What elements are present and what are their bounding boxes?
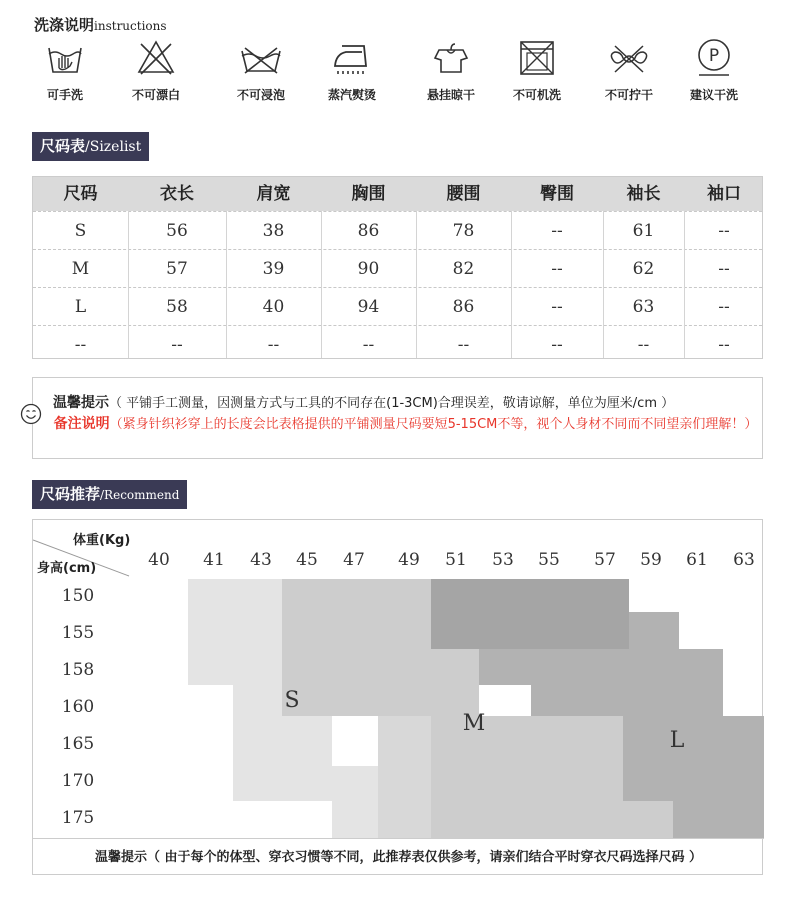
care-label: 可手洗 (46, 88, 83, 102)
size-table-cell: 86 (452, 297, 475, 317)
size-table-cell: 63 (632, 297, 655, 317)
weight-tick: 40 (148, 550, 170, 570)
size-table-header-cell: 肩宽 (256, 184, 291, 204)
size-table-cell: 61 (632, 221, 655, 241)
size-table-divider (226, 211, 227, 358)
size-table-cell: 56 (166, 221, 188, 241)
care-item-hand-wash (20, 38, 110, 103)
size-region-label: S (284, 688, 300, 713)
size-table-cell: -- (267, 335, 280, 355)
size-region-cell (531, 685, 723, 716)
size-table-cell: 62 (632, 259, 655, 279)
no-wring-icon (607, 38, 651, 78)
care-label: 不可漂白 (131, 88, 180, 102)
care-label: 蒸汽熨烫 (327, 88, 376, 102)
size-region-cell (381, 685, 431, 716)
care-title-en: instructions (94, 19, 167, 33)
size-region-cell (282, 579, 431, 612)
care-label: 不可浸泡 (236, 88, 285, 102)
size-region-cell (188, 579, 282, 685)
size-region-cell (623, 801, 673, 838)
remark-title: 备注说明 (53, 416, 110, 432)
no-machine-wash-icon (517, 38, 557, 78)
size-region-cell (282, 612, 332, 685)
no-bleach-icon (136, 38, 176, 78)
size-table-cell: -- (718, 259, 730, 279)
no-soak-icon (239, 38, 283, 78)
size-table-cell: -- (718, 221, 730, 241)
notice-title: 温馨提示 (53, 395, 109, 411)
size-region-cell (673, 801, 764, 838)
size-table-cell: -- (718, 297, 730, 317)
weight-tick: 55 (538, 550, 560, 570)
size-table-cell: 82 (452, 259, 475, 279)
care-title (34, 14, 167, 35)
size-table-divider (416, 211, 417, 358)
size-table-row (33, 325, 762, 363)
care-label: 悬挂晾干 (426, 88, 475, 102)
size-table-divider (128, 211, 129, 358)
care-item-no-machine-wash (492, 38, 582, 103)
size-table-divider (603, 211, 604, 358)
size-table-row (33, 249, 762, 287)
care-item-hang-dry (406, 38, 496, 103)
size-region-cell (431, 579, 629, 649)
size-region-cell (431, 649, 479, 716)
size-table-cell: -- (457, 335, 470, 355)
size-table-cell: -- (551, 221, 563, 241)
size-region-label: L (669, 728, 685, 753)
weight-tick: 43 (250, 550, 272, 570)
size-region-cell (479, 649, 723, 685)
care-item-no-soak (216, 38, 306, 103)
height-tick: 150 (61, 586, 95, 606)
size-table-cell: 58 (166, 297, 188, 317)
size-region-cell (378, 716, 431, 838)
hand-wash-icon (45, 38, 85, 78)
size-table-cell: 38 (262, 221, 285, 241)
size-table-cell: -- (551, 297, 563, 317)
size-table-divider (511, 211, 512, 358)
size-table-cell: -- (718, 335, 730, 355)
notice-line-2 (53, 415, 758, 434)
size-table-header (33, 177, 762, 211)
size-section-title: 尺码表 (40, 137, 86, 155)
size-region-cell (332, 766, 378, 838)
recommend-section-tag (32, 480, 187, 509)
size-table-cell: 90 (357, 259, 380, 279)
care-label: 不可机洗 (512, 88, 561, 102)
care-item-dry-clean (669, 38, 759, 103)
weight-tick: 41 (203, 550, 225, 570)
steam-iron-icon (330, 38, 374, 78)
notice-box (32, 377, 763, 459)
size-table-divider (321, 211, 322, 358)
size-table-cell: -- (362, 335, 375, 355)
care-label: 建议干洗 (689, 88, 738, 102)
weight-tick: 47 (343, 550, 365, 570)
recommend-footer: 温馨提示（ 由于每个的体型、穿衣习惯等不同，此推荐表仅供参考，请亲们结合平时穿衣尺码选择尺码 ） (33, 838, 764, 875)
size-table-cell: 39 (262, 259, 285, 279)
care-item-no-wring (584, 38, 674, 103)
size-table-cell: 40 (262, 297, 285, 317)
size-table-header-cell: 袖口 (707, 184, 741, 204)
size-table-header-cell: 衣长 (160, 184, 194, 204)
size-table-cell: -- (637, 335, 650, 355)
size-table-header-cell: 尺码 (63, 184, 98, 204)
dry-clean-p-icon (694, 38, 734, 78)
recommend-section-title-en: /Recommend (100, 488, 180, 502)
remark-text: （紧身针织衫穿上的长度会比表格提供的平铺测量尺码要短5-15CM不等，视个人身材不同而不同望亲们理解！） (109, 417, 758, 432)
size-table-cell: S (74, 221, 87, 241)
weight-tick: 49 (398, 550, 420, 570)
size-table-cell: 94 (357, 297, 380, 317)
size-table-cell: 86 (357, 221, 380, 241)
size-region-cell (332, 612, 431, 685)
weight-tick: 63 (733, 550, 755, 570)
hang-dry-icon (431, 38, 471, 78)
size-table-divider (684, 211, 685, 358)
recommend-section-title: 尺码推荐 (40, 485, 101, 503)
size-region-label: M (462, 711, 486, 736)
weight-tick: 53 (492, 550, 514, 570)
weight-tick: 51 (445, 550, 467, 570)
size-table-cell: -- (551, 259, 563, 279)
size-region-cell (233, 766, 332, 801)
height-tick: 165 (61, 734, 95, 754)
size-table-cell: -- (551, 335, 563, 355)
height-axis-label: 身高(cm) (37, 561, 97, 576)
care-item-steam-iron (307, 38, 397, 103)
weight-tick: 61 (686, 550, 708, 570)
smile-icon (20, 403, 42, 425)
weight-tick: 59 (640, 550, 662, 570)
weight-axis-label: 体重(Kg) (73, 533, 131, 548)
height-tick: 170 (61, 771, 95, 791)
size-region-cell (623, 716, 764, 801)
care-title-zh: 洗涤说明 (34, 16, 95, 34)
size-table-cell: L (74, 297, 87, 317)
size-region-cell (233, 716, 332, 766)
notice-line-1 (53, 392, 674, 412)
care-item-no-bleach (111, 38, 201, 103)
size-table-row (33, 211, 762, 249)
weight-tick: 57 (594, 550, 616, 570)
size-table-header-cell: 腰围 (446, 184, 481, 204)
size-section-title-en: /Sizelist (85, 139, 142, 155)
size-table-header-cell: 胸围 (351, 184, 386, 204)
notice-text: （ 平铺手工测量，因测量方式与工具的不同存在(1-3CM)合理误差，敬请谅解，单位为厘米/cm ） (109, 396, 675, 411)
height-tick: 155 (61, 623, 95, 643)
weight-tick: 45 (296, 550, 318, 570)
size-table-cell: -- (74, 335, 87, 355)
height-tick: 158 (61, 660, 95, 680)
size-recommend-chart (32, 519, 763, 875)
size-section-tag (32, 132, 149, 161)
care-label: 不可拧干 (604, 88, 653, 102)
size-table-header-cell: 臀围 (540, 184, 574, 204)
size-table-cell: 78 (452, 221, 475, 241)
size-table-cell: -- (171, 335, 183, 355)
dry-clean-symbol: P (708, 46, 720, 66)
size-table (32, 176, 763, 359)
height-tick: 175 (61, 808, 95, 828)
size-table-cell: 57 (166, 259, 188, 279)
recommend-grid (33, 520, 764, 838)
size-table-header-cell: 袖长 (626, 184, 661, 204)
size-region-cell (531, 716, 623, 838)
size-table-cell: M (71, 259, 90, 279)
height-tick: 160 (61, 697, 95, 717)
size-table-row (33, 287, 762, 325)
